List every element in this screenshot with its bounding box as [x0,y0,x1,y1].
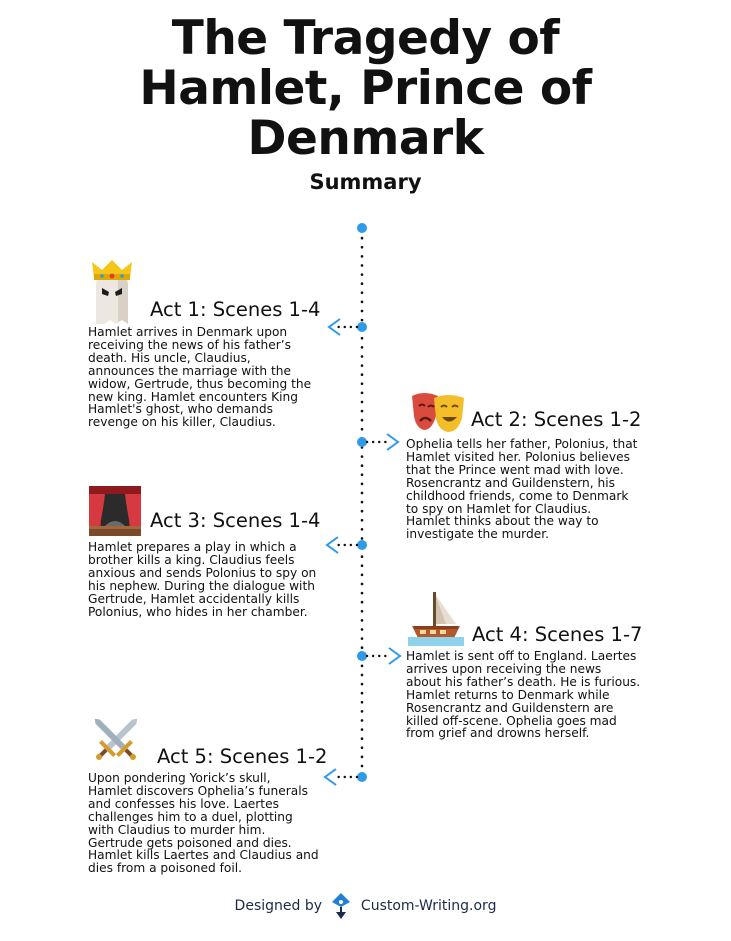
connector-act-1 [329,319,357,335]
arrow-right-icon [387,434,398,450]
act-5-line: with Claudius to murder him. [88,822,266,837]
act-5-summary [88,772,319,875]
act-3-line: his nephew. During the dialogue with [88,578,315,593]
act-5-line: Gertrude gets poisoned and dies. [88,835,292,850]
theater-masks-icon [410,390,466,434]
act-2-line: that the Prince went mad with love. [406,462,624,477]
act-4-line: about his father’s death. He is furious. [406,674,641,689]
sailing-ship-icon [408,590,464,646]
footer-brand-link[interactable]: Custom-Writing.org [360,898,497,914]
act-5-line: Hamlet kills Laertes and Claudius and [88,848,319,863]
act-4-line: killed off-scene. Ophelia goes mad [406,713,617,728]
act-1-line: receiving the news of his father’s [88,337,291,352]
arrow-right-icon [389,648,400,664]
act-3-line: anxious and sends Polonius to spy on [88,565,317,580]
arrow-left-icon [327,537,338,553]
timeline-dot-act-4 [357,651,367,661]
act-4-line: arrives upon receiving the news [406,661,602,676]
timeline-start-dot [357,223,367,233]
stage-curtain-icon [89,486,141,536]
quill-logo-icon [330,893,352,919]
act-5-title: Act 5: Scenes 1-2 [157,745,328,768]
act-2-line: Ophelia tells her father, Polonius, that [406,437,638,451]
act-4-line: Hamlet returns to Denmark while [406,687,610,702]
page-title [0,11,731,166]
act-2-line: Rosencrantz and Guildenstern, his [406,475,615,490]
act-3-line: brother kills a king. Claudius feels [88,552,295,567]
timeline-dot-act-2 [357,437,367,447]
arrow-left-icon [329,319,340,335]
act-5-line: dies from a poisoned foil. [88,861,243,876]
act-3-line: Hamlet prepares a play in which a [88,540,297,554]
crowned-ghost-icon [88,260,136,324]
act-4-line: from grief and drowns herself. [406,726,590,741]
act-2-line: Hamlet thinks about the way to [406,514,599,529]
connector-act-2 [367,434,398,450]
act-4-title: Act 4: Scenes 1-7 [472,623,643,646]
connector-act-4 [367,648,400,664]
act-2-line: childhood friends, come to Denmark [406,488,629,503]
act-3-line: Polonius, who hides in her chamber. [88,604,308,619]
arrow-left-icon [325,769,336,785]
act-4-line: Rosencrantz and Guildenstern are [406,700,614,715]
act-1-line: widow, Gertrude, thus becoming the [88,376,312,391]
act-1-line: new king. Hamlet encounters King [88,389,298,404]
act-2-line: Hamlet visited her. Polonius believes [406,449,630,464]
act-2-line: to spy on Hamlet for Claudius. [406,501,592,516]
timeline-dot-act-5 [357,772,367,782]
title-line-2: Hamlet, Prince of [139,61,592,116]
act-2-line: investigate the murder. [406,527,549,542]
title-line-1: The Tragedy of [171,11,560,66]
act-5-line: Hamlet discovers Ophelia’s funerals [88,783,308,798]
act-2-summary [406,438,637,541]
page-subtitle: Summary [309,170,422,194]
act-1-summary [88,326,311,429]
title-line-3: Denmark [247,111,484,166]
act-4-line: Hamlet is sent off to England. Laertes [406,649,637,663]
act-1-title: Act 1: Scenes 1-4 [150,298,321,321]
act-1-line: death. His uncle, Claudius, [88,350,251,365]
act-3-summary [88,541,316,618]
act-2-title: Act 2: Scenes 1-2 [471,408,642,431]
timeline-dot-act-3 [357,540,367,550]
act-1-line: revenge on his killer, Claudius. [88,415,276,430]
act-5-line: Upon pondering Yorick’s skull, [88,771,271,785]
footer-prefix: Designed by [234,898,323,914]
act-1-line: announces the marriage with the [88,363,291,378]
act-4-summary [406,650,640,740]
crossed-swords-icon [90,714,142,766]
act-5-line: challenges him to a duel, plotting [88,809,293,824]
footer-credit [0,893,731,919]
act-1-line: Hamlet's ghost, who demands [88,402,273,417]
connector-act-3 [327,537,357,553]
act-1-line: Hamlet arrives in Denmark upon [88,325,288,339]
act-3-line: Gertrude, Hamlet accidentally kills [88,591,300,606]
connector-act-5 [325,769,357,785]
timeline-dot-act-1 [357,322,367,332]
act-3-title: Act 3: Scenes 1-4 [150,509,321,532]
act-5-line: and confesses his love. Laertes [88,796,279,811]
